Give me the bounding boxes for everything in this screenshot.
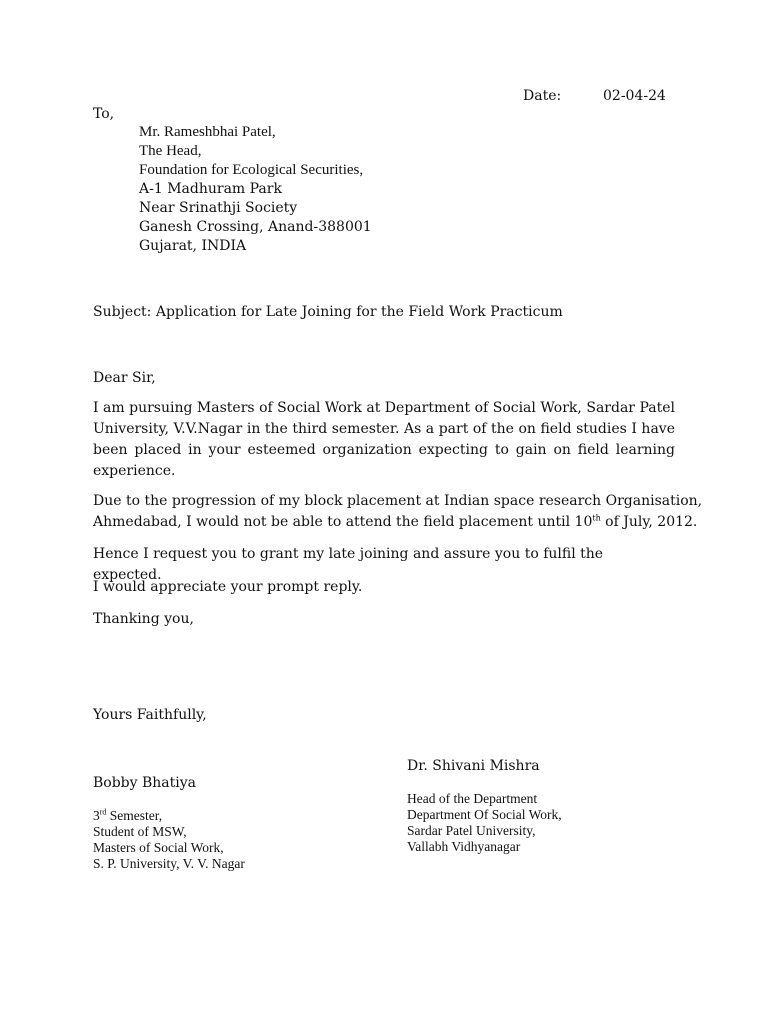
approver-line-1: Head of the Department — [407, 791, 538, 806]
approver-line-3: Sardar Patel University, — [407, 823, 536, 838]
sender-semester — [93, 808, 245, 824]
ordinal-suffix: th — [592, 513, 601, 523]
address-line-1: A-1 Madhuram Park — [139, 181, 282, 197]
recipient-name: Mr. Rameshbhai Patel, — [139, 124, 276, 140]
approver-details — [407, 791, 562, 855]
body-paragraph-4: I would appreciate your prompt reply. — [93, 579, 363, 595]
paragraph-1-line-4: experience. — [93, 463, 176, 479]
address-line-3: Ganesh Crossing, Anand-388001 — [139, 219, 372, 235]
paragraph-2-line-1: Due to the progression of my block placement at Indian space research Organisation, — [93, 493, 703, 509]
approver-name: Dr. Shivani Mishra — [407, 758, 540, 774]
yours-faithfully: Yours Faithfully, — [93, 707, 207, 723]
paragraph-1-line-2: University, V.V.Nagar in the third semester. As a part of the on field studies I have — [93, 421, 675, 437]
body-paragraph-1 — [93, 398, 675, 482]
subject-line: Subject: Application for Late Joining for the Field Work Practicum — [93, 304, 563, 320]
address-line-2: Near Srinathji Society — [139, 200, 298, 216]
approver-line-4: Vallabh Vidhyanagar — [407, 839, 521, 854]
semester-suffix: rd — [99, 807, 107, 817]
date-value: 02-04-24 — [603, 88, 666, 104]
date-label: Date: — [523, 88, 562, 104]
paragraph-2-line-2 — [93, 512, 698, 533]
sender-line-4: S. P. University, V. V. Nagar — [93, 856, 245, 871]
paragraph-2-line-2-text: Ahmedabad, I would not be able to attend the field placement until 10 — [93, 514, 593, 530]
address-line-4: Gujarat, INDIA — [139, 238, 247, 254]
body-paragraph-2 — [93, 491, 703, 533]
sender-line-2: Student of MSW, — [93, 824, 187, 839]
recipient-title: The Head, — [139, 143, 202, 159]
sender-details — [93, 808, 245, 872]
body-paragraph-3: Hence I request you to grant my late joining and assure you to fulfil the expected. — [93, 546, 604, 583]
to-label: To, — [93, 106, 115, 122]
paragraph-2-line-2-tail: of July, 2012. — [600, 514, 698, 530]
paragraph-1-line-1: I am pursuing Masters of Social Work at Department of Social Work, Sardar Patel — [93, 400, 675, 416]
thanking-line: Thanking you, — [93, 611, 194, 627]
sender-name: Bobby Bhatiya — [93, 775, 197, 791]
paragraph-1-line-3: been placed in your esteemed organization expecting to gain on field learning — [93, 442, 675, 458]
recipient-address — [139, 123, 372, 256]
sender-line-3: Masters of Social Work, — [93, 840, 224, 855]
recipient-organization: Foundation for Ecological Securities, — [139, 162, 364, 178]
semester-number: 3 — [93, 808, 100, 823]
approver-line-2: Department Of Social Work, — [407, 807, 562, 822]
semester-text: Semester, — [106, 808, 163, 823]
salutation: Dear Sir, — [93, 370, 156, 386]
